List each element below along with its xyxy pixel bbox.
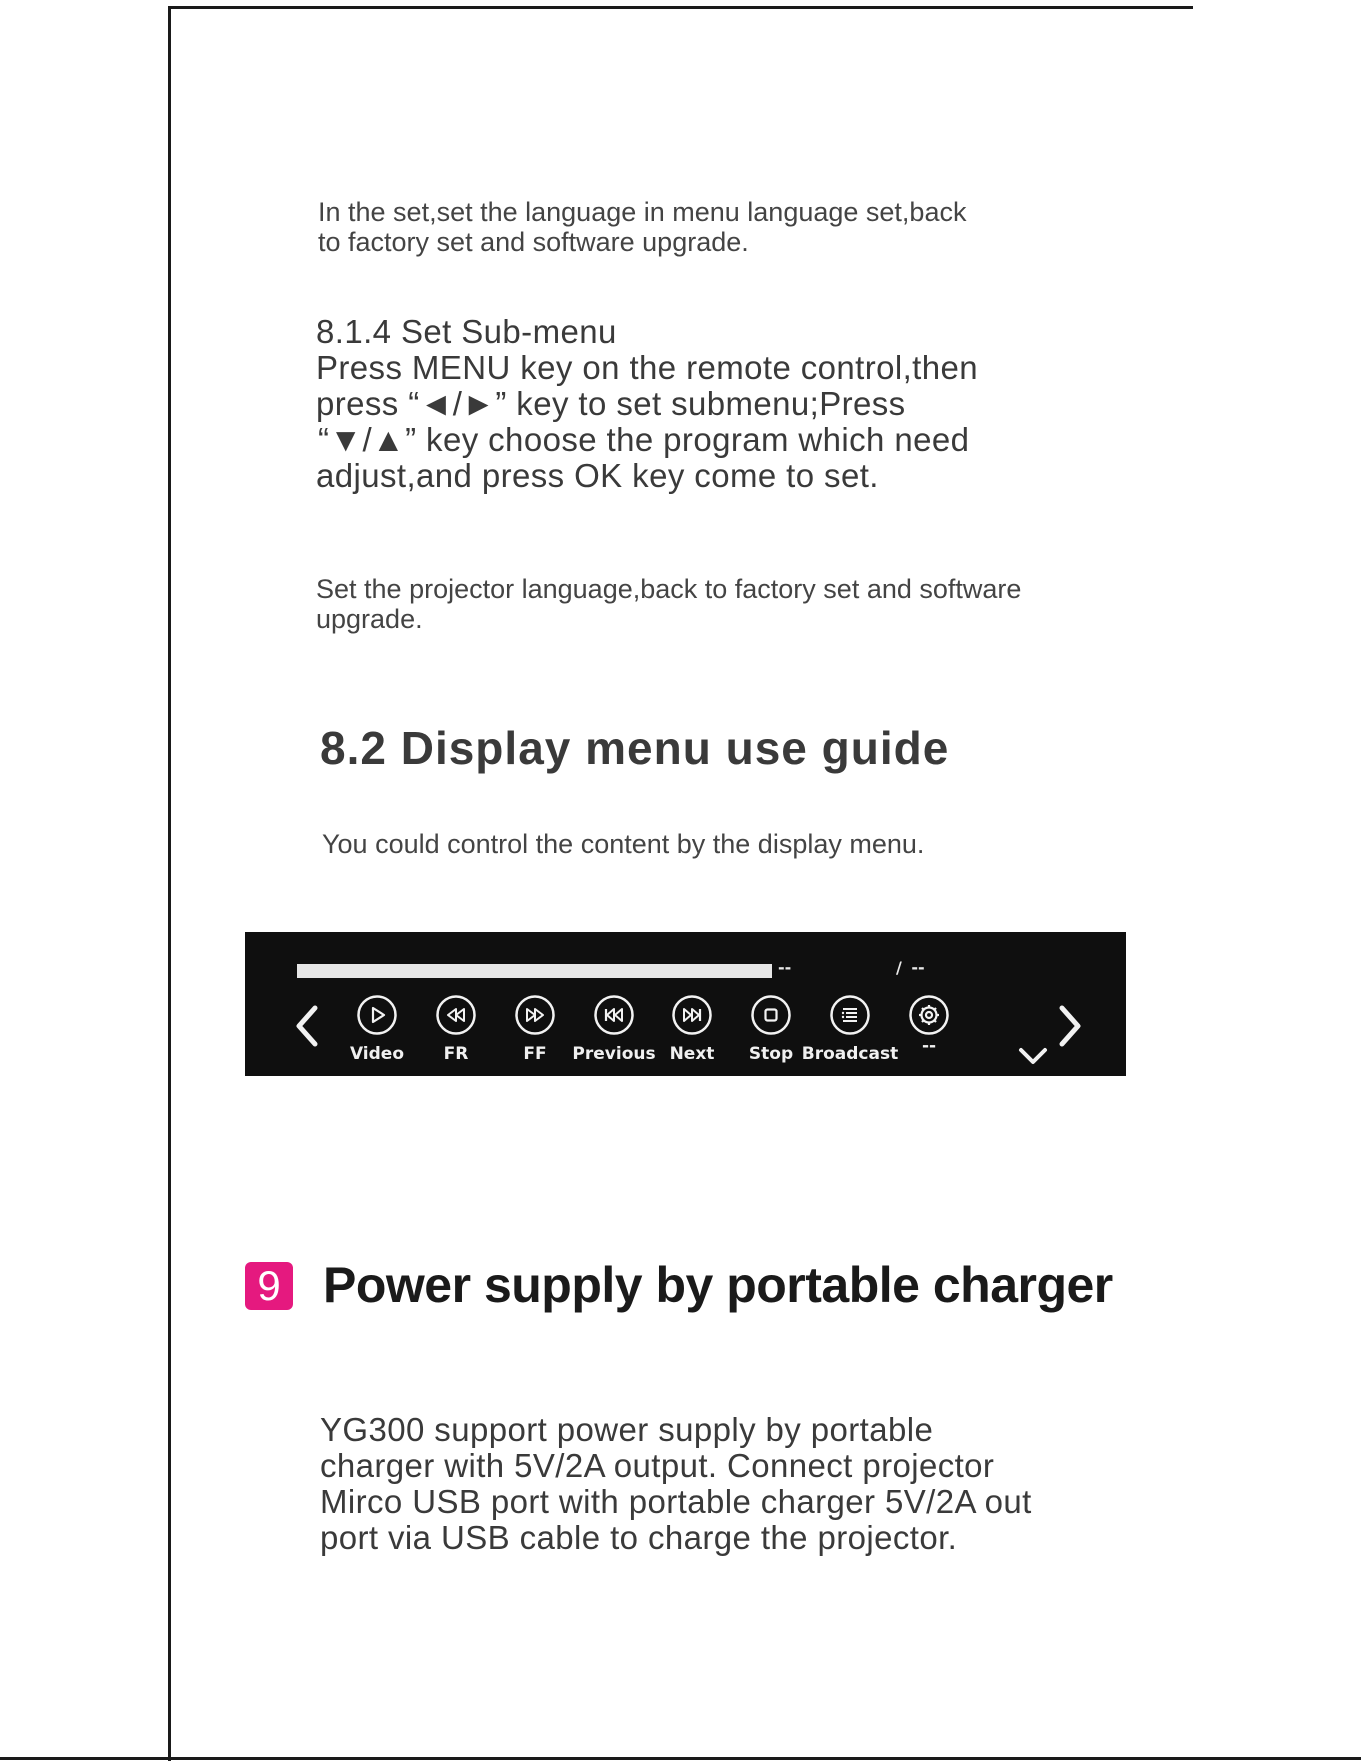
settings-button[interactable] (889, 994, 969, 1070)
progress-bar[interactable] (297, 964, 772, 978)
display-menu-heading: 8.2 Display menu use guide (320, 722, 950, 774)
stop-icon (750, 994, 792, 1036)
next-page-arrow-icon[interactable] (1048, 1002, 1088, 1050)
control-label: Next (669, 1044, 715, 1064)
section9-line: Mirco USB port with portable charger 5V/2A out (320, 1483, 1032, 1520)
stop-button[interactable] (731, 994, 811, 1070)
control-label: Broadcast (801, 1044, 899, 1064)
page-top-rule (168, 6, 1193, 9)
chevron-down-icon[interactable] (1013, 1042, 1053, 1072)
section9-line: charger with 5V/2A output. Connect projector (320, 1447, 995, 1484)
rewind-icon (435, 994, 477, 1036)
time-total: / -- (896, 958, 925, 977)
control-label: -- (921, 1036, 937, 1056)
fast-forward-button[interactable] (495, 994, 575, 1070)
time-current: -- (778, 958, 792, 977)
intro-line: to factory set and software upgrade. (318, 227, 749, 257)
control-label: FR (443, 1044, 469, 1064)
playlist-icon (829, 994, 871, 1036)
control-label: FF (523, 1044, 547, 1064)
next-button[interactable] (652, 994, 732, 1070)
video-button[interactable] (337, 994, 417, 1070)
previous-page-arrow-icon[interactable] (289, 1002, 329, 1050)
skip-next-icon (671, 994, 713, 1036)
submenu-line: Press MENU key on the remote control,then (316, 349, 979, 386)
progress-fill (297, 964, 772, 978)
intro-line: In the set,set the language in menu language set,back (318, 197, 967, 227)
section-number: 9 (257, 1262, 281, 1309)
control-label: Video (349, 1044, 405, 1064)
submenu-heading: 8.1.4 Set Sub-menu (316, 313, 617, 350)
projector-note-line: upgrade. (316, 604, 423, 634)
submenu-line: press “◄/►” key to set submenu;Press (316, 385, 906, 422)
broadcast-button[interactable] (801, 994, 899, 1070)
section-title: Power supply by portable charger (323, 1257, 1113, 1313)
media-player-bar (245, 932, 1126, 1076)
skip-previous-icon (593, 994, 635, 1036)
play-icon (356, 994, 398, 1036)
fast-forward-icon (514, 994, 556, 1036)
page-left-rule (168, 6, 171, 1761)
section9-line: YG300 support power supply by portable (320, 1411, 934, 1448)
projector-note-line: Set the projector language,back to factory set and software (316, 574, 1022, 604)
display-menu-description: You could control the content by the display menu. (322, 829, 925, 859)
submenu-line: adjust,and press OK key come to set. (316, 457, 879, 494)
settings-gear-icon (908, 994, 950, 1036)
submenu-line: “▼/▲” key choose the program which need (318, 421, 970, 458)
page-bottom-rule (0, 1757, 1361, 1760)
section9-line: port via USB cable to charge the projector. (320, 1519, 958, 1556)
rewind-button[interactable] (416, 994, 496, 1070)
section-number-badge (245, 1262, 293, 1310)
control-label: Previous (572, 1044, 656, 1064)
control-label: Stop (748, 1044, 794, 1064)
